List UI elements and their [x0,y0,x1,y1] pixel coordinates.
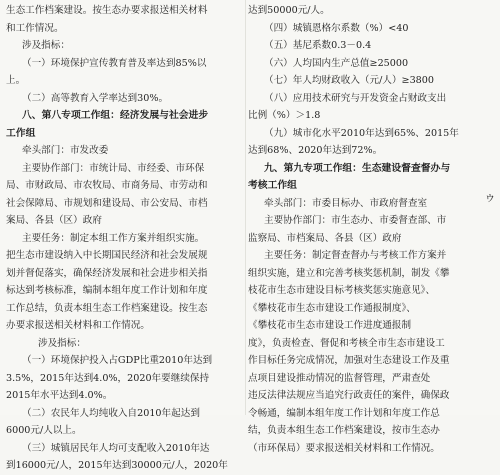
text-line: （八）应用技术研究与开发资金占财政支出 [264,92,447,104]
text-line: （一）环境保护宣传教育普及率达到85%以 [22,57,207,69]
text-line: 主要任务：制定本组工作方案并组织实施。 [22,232,205,244]
text-line: 枝花市生态市建设目标考核奖惩实施意见》、 [248,285,436,296]
text-line: （六）人均国内生产总值≥25000 [264,57,409,69]
text-line: （二）农民年人均纯收入自2010年起达到 [22,407,200,419]
text-line: 标达到考核标准，编制本组年度工作计划和年度 [6,285,208,296]
text-line: 点项目建设推动情况的监督管理，严肃查处 [248,372,431,384]
text-line: 工作总结，负责本组生态工作档案建设。按生态 [6,302,208,314]
margin-mark: ゥ [483,190,496,204]
text-line: 牵头部门：市发改委 [22,145,109,156]
text-line: 结，负责本组生态工作档案建设，按市生态办 [248,425,440,436]
right-column [248,2,474,457]
text-line: 局、市财政局、市农牧局、市商务局、市劳动和 [6,180,208,191]
left-column [6,2,244,475]
text-line: （四）城镇恩格尔系数（%）<40 [264,22,409,34]
text-line: 涉及指标： [38,337,86,349]
text-line: 划并督促落实，确保经济发展和社会进步相关指 [6,267,208,279]
text-line: 达到50000元/人。 [248,5,330,16]
text-line: 案局、各县（区）政府 [6,215,102,226]
text-line: 把生态市建设纳入中长期国民经济和社会发展规 [6,250,208,261]
text-line: 令畅通，编制本组年度工作计划和年度工作总 [248,407,440,419]
section-heading-line: 考核工作组 [248,180,297,191]
text-line: 办要求报送相关材料和工作情况。 [6,320,150,331]
text-line: （市环保局）要求报送相关材料和工作情况。 [248,442,440,454]
text-line: 社会保障局、市规划和建设局、市公安局、市档 [6,197,208,209]
text-line: 主要任务：制定督查督办与考核工作方案并 [264,250,447,261]
text-line: 违反法律法规应当追究行政责任的案件，确保政 [248,390,450,401]
text-line: 和工作情况。 [6,22,64,34]
text-line: （三）城镇居民年人均可支配收入2010年达 [22,442,210,454]
section-heading-line: 工作组 [6,127,36,139]
text-line: 组织实施，建立和完善考核奖惩机制，制发《攀 [248,267,450,279]
text-line: 主要协作部门：市统计局、市经委、市环保 [22,162,205,174]
text-line: 2015年水平达到4.0%。 [6,390,113,401]
text-line: 6000元/人以上。 [6,425,82,436]
section-heading-line: 九、第九专项工作组：生态建设督查督办与 [264,162,451,174]
text-line: 达到68%、2020年达到72%。 [248,145,383,156]
text-line: 度》，负责检查、督促和考核全市生态市建设工 [248,337,445,349]
text-line: （一）环境保护投入占GDP比重2010年达到 [22,355,213,366]
text-line: （二）高等教育入学率达到30%。 [22,92,169,104]
text-line: 《攀枝花市生态市建设工作通报制度》、 [248,302,416,314]
text-line: 3.5%，2015年达到4.0%，2020年要继续保持 [6,372,210,384]
text-line: 上。 [6,75,26,86]
text-line: 监察局、市档案局、各县（区）政府 [248,232,402,244]
text-line: 生态工作档案建设。按生态办要求报送相关材料 [6,5,208,16]
text-line: 牵头部门：市委目标办、市政府督查室 [264,197,428,209]
text-line: 主要协作部门：市生态办、市委督查部、市 [264,215,447,226]
column-gutter [245,0,246,415]
text-line: （五）基尼系数0.3－0.4 [264,40,372,51]
text-line: 涉及指标： [22,40,70,51]
text-line: 到16000元/人，2015年达到30000元/人，2020年 [6,460,228,471]
text-line: 比例（%）＞1.8 [248,110,321,121]
section-heading-line: 八、第八专项工作组：经济发展与社会进步 [22,110,209,121]
text-line: 作目标任务完成情况，加强对生态建设工作及重 [248,355,450,366]
text-line: （九）城市化水平2010年达到65%、2015年 [264,127,459,139]
text-line: （七）年人均财政收入（元/人）≥3800 [264,75,434,86]
text-line: 《攀枝花市生态市建设工作进度通报制 [248,320,412,331]
